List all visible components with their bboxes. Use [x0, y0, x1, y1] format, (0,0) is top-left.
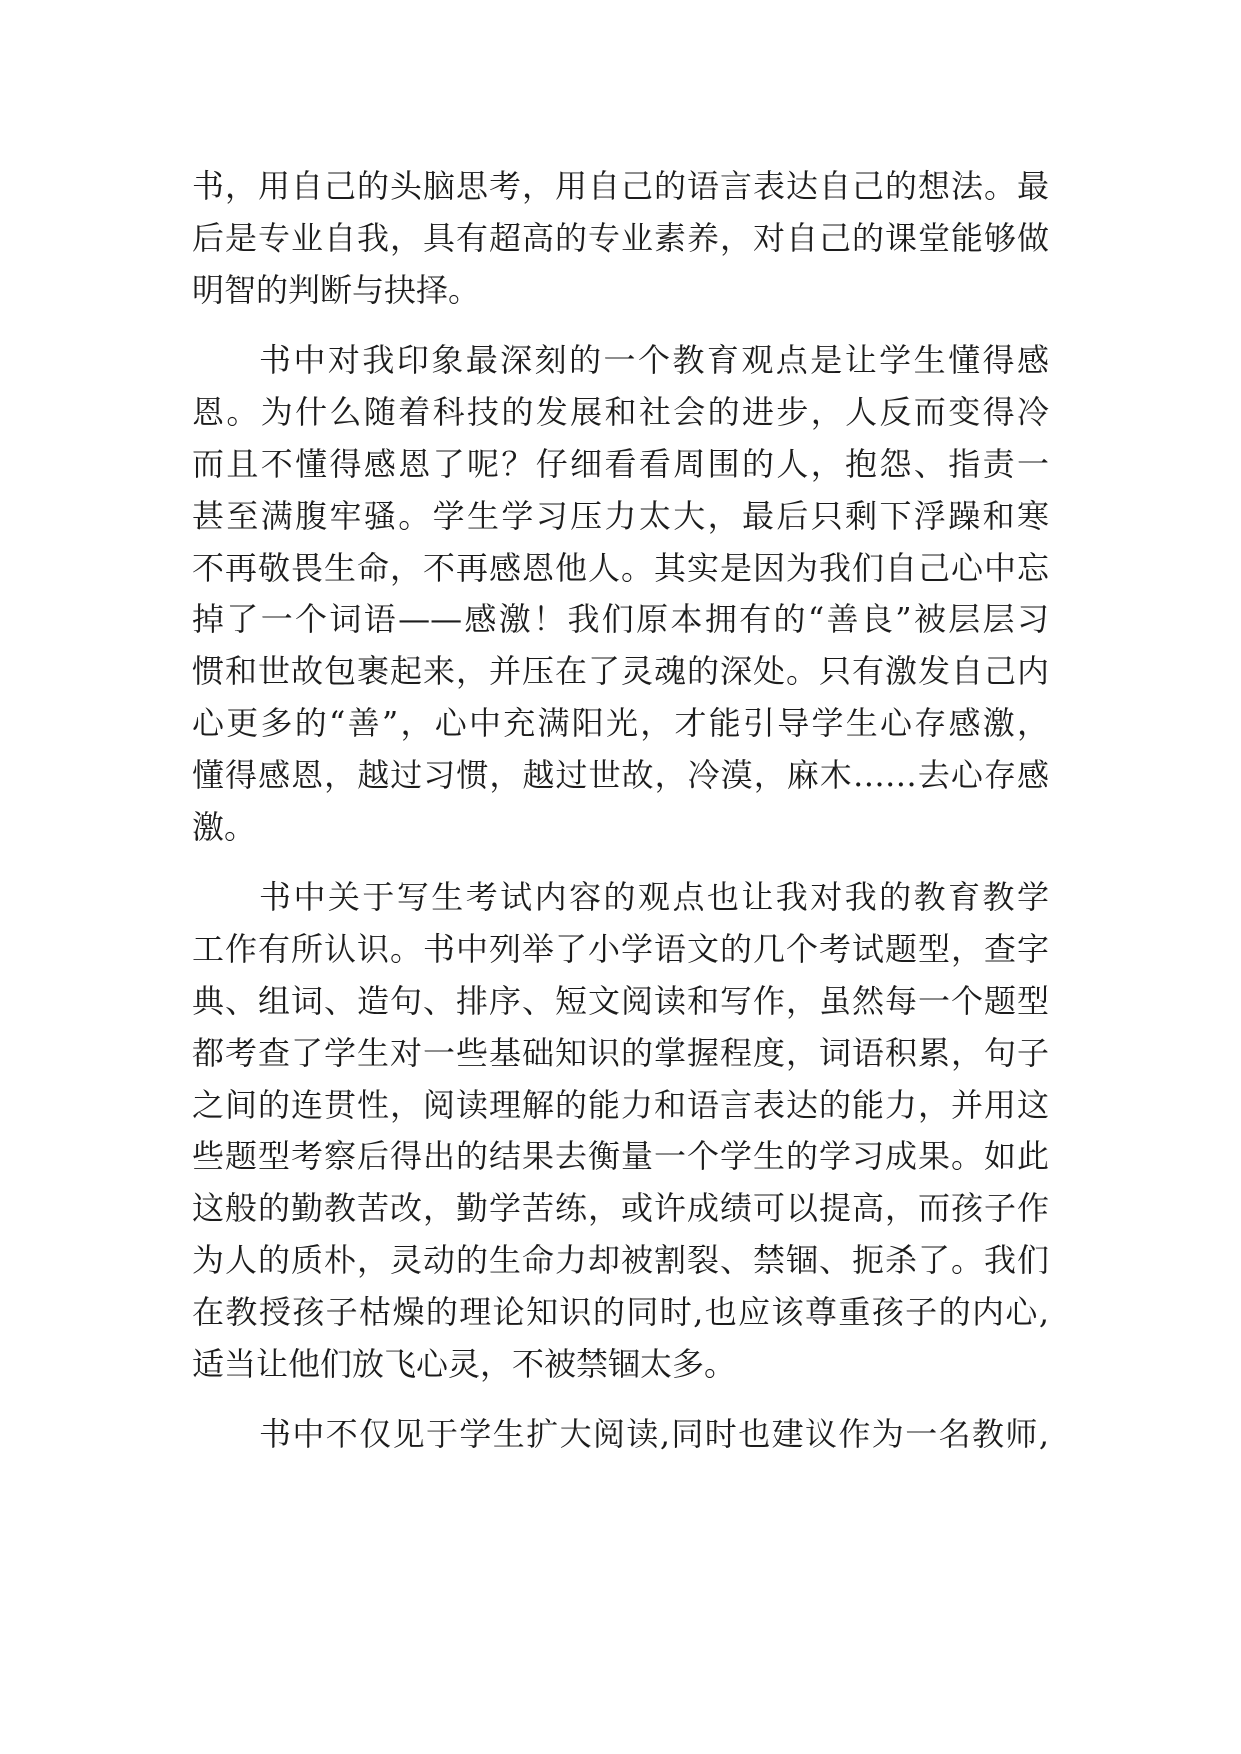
text-line: 掉了一个词语——感激！我们原本拥有的“善良”被层层习	[192, 600, 1049, 639]
text-line: 都考查了学生对一些基础知识的掌握程度，词语积累，句子	[192, 1033, 1049, 1072]
text-line: 书，用自己的头脑思考，用自己的语言表达自己的想法。最	[192, 167, 1049, 205]
text-line: 不再敬畏生命，不再感恩他人。其实是因为我们自己心中忘	[192, 548, 1049, 587]
text-line: 心更多的“善”，心中充满阳光，才能引导学生心存感激，	[192, 703, 1049, 742]
text-line: 书中关于写生考试内容的观点也让我对我的教育教学	[259, 878, 1049, 917]
text-line: 在教授孩子枯燥的理论知识的同时,也应该尊重孩子的内心,	[192, 1292, 1049, 1331]
paragraph	[192, 335, 1049, 853]
text-line: 后是专业自我，具有超高的专业素养，对自己的课堂能够做	[192, 218, 1049, 257]
text-line: 惯和世故包裹起来，并压在了灵魂的深处。只有激发自己内	[192, 652, 1049, 691]
text-line: 书中不仅见于学生扩大阅读,同时也建议作为一名教师,	[259, 1415, 1049, 1454]
text-line: 甚至满腹牢骚。学生学习压力太大，最后只剩下浮躁和寒	[192, 496, 1049, 535]
paragraph	[192, 872, 1049, 1390]
text-line: 之间的连贯性，阅读理解的能力和语言表达的能力，并用这	[192, 1085, 1049, 1124]
text-line: 恩。为什么随着科技的发展和社会的进步，人反而变得冷	[192, 393, 1049, 432]
text-line: 而且不懂得感恩了呢？仔细看看周围的人，抱怨、指责一	[192, 444, 1049, 483]
text-line: 典、组词、造句、排序、短文阅读和写作，虽然每一个题型	[192, 981, 1049, 1020]
text-line: 书中对我印象最深刻的一个教育观点是让学生懂得感	[259, 341, 1049, 380]
paragraph	[192, 161, 1049, 316]
text-line: 明智的判断与抉择。	[192, 270, 481, 309]
text-line: 懂得感恩，越过习惯，越过世故，冷漠，麻木……去心存感	[192, 755, 1049, 794]
text-line: 适当让他们放飞心灵，不被禁锢太多。	[192, 1344, 737, 1383]
body-text	[192, 161, 1049, 1461]
text-line: 为人的质朴，灵动的生命力却被割裂、禁锢、扼杀了。我们	[192, 1240, 1049, 1279]
text-line: 这般的勤教苦改，勤学苦练，或许成绩可以提高，而孩子作	[192, 1189, 1049, 1228]
text-line: 激。	[192, 807, 257, 846]
text-line: 些题型考察后得出的结果去衡量一个学生的学习成果。如此	[192, 1137, 1049, 1176]
text-line: 工作有所认识。书中列举了小学语文的几个考试题型，查字	[192, 930, 1049, 969]
paragraph	[192, 1409, 1049, 1461]
